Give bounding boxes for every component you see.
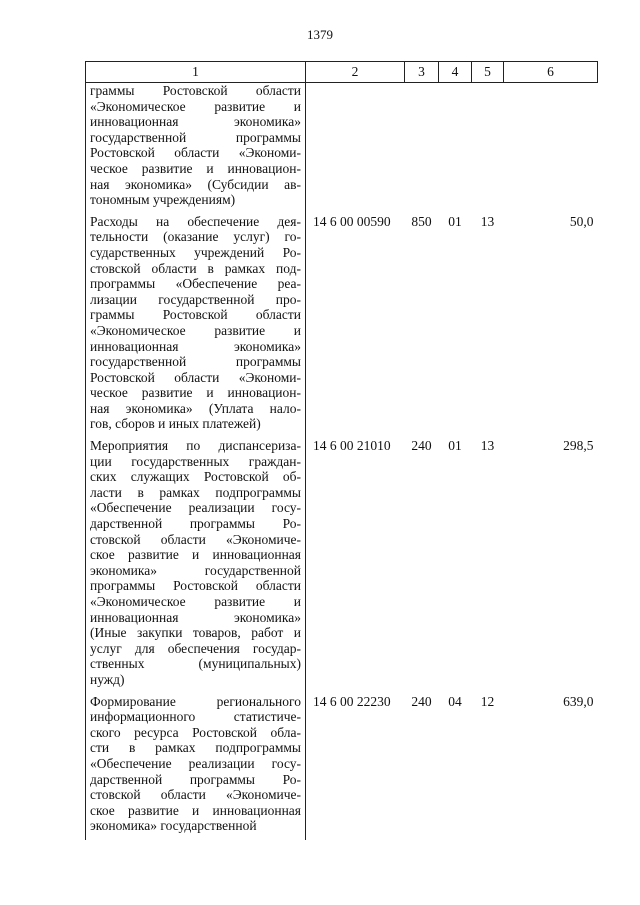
description-line: тельности (оказание услуг) го-	[90, 229, 301, 245]
target-article-code: 14 6 00 21010	[313, 438, 391, 454]
row-description	[86, 438, 306, 694]
description-line: экономика» государственной	[90, 818, 257, 834]
expense-type-code: 240	[411, 438, 432, 454]
description-line: «Экономическое развитие и	[90, 594, 301, 609]
section-code: 01	[448, 438, 462, 454]
column-header-2: 2	[306, 62, 405, 83]
subsection-code: 12	[480, 693, 495, 709]
description-line: гов, сборов и иных платежей)	[90, 416, 261, 432]
target-article-code: 14 6 00 22230	[313, 693, 391, 709]
description-line: государственной программы	[90, 129, 301, 145]
target-article-code: 14 6 00 00590	[313, 213, 391, 229]
description-line: инновационная экономика»	[90, 609, 301, 625]
description-line: «Экономическое развитие и	[90, 322, 301, 338]
description-line: дарственной программы Ро-	[90, 771, 301, 787]
amount: 50,0	[569, 213, 594, 229]
table-row	[86, 83, 598, 214]
description-line: граммы Ростовской области	[90, 307, 301, 323]
expense-type-code: 240	[411, 693, 432, 709]
description-line: Расходы на обеспечение дея-	[90, 213, 301, 229]
row-description	[86, 214, 306, 438]
subsection-code: 13	[480, 213, 495, 229]
table-body	[86, 83, 598, 840]
description-line: ское развитие и инновационная	[90, 802, 301, 818]
subsection-code	[472, 83, 504, 214]
table-row	[86, 694, 598, 840]
description-line: ческое развитие и инновацион-	[90, 385, 301, 401]
budget-table	[85, 61, 598, 840]
description-line: информационного статистиче-	[90, 709, 301, 725]
table-row	[86, 214, 598, 438]
description-line: инновационная экономика»	[90, 338, 301, 354]
description-line: сударственных учреждений Ро-	[90, 244, 301, 260]
description-line: нужд)	[90, 671, 125, 687]
description-line: Ростовской области «Экономи-	[90, 145, 301, 161]
description-line: ная экономика» (Уплата нало-	[90, 400, 301, 416]
column-header-6: 6	[504, 62, 598, 83]
description-line: Ростовской области «Экономи-	[90, 369, 301, 385]
description-line: (Иные закупки товаров, работ и	[90, 625, 301, 641]
description-line: ции государственных граждан-	[90, 453, 301, 469]
description-line: ческое развитие и инновацион-	[90, 160, 301, 176]
description-line: тономным учреждениям)	[90, 192, 236, 208]
description-line: «Экономическое развитие и	[90, 98, 301, 114]
expense-type-code: 850	[411, 213, 432, 229]
amount	[504, 83, 598, 214]
amount: 298,5	[563, 438, 594, 454]
row-description	[86, 83, 306, 214]
description-line: лизации государственной про-	[90, 291, 301, 307]
description-line: ского ресурса Ростовской обла-	[90, 724, 301, 740]
description-line: стовской области «Экономиче-	[90, 531, 301, 547]
description-line: граммы Ростовской области	[90, 83, 301, 98]
expense-type-code	[405, 83, 439, 214]
table-row	[86, 438, 598, 694]
description-line: Мероприятия по диспансериза-	[90, 438, 301, 454]
description-line: стовской области в рамках под-	[90, 260, 301, 276]
amount: 639,0	[563, 693, 594, 709]
description-line: инновационная экономика»	[90, 114, 301, 130]
subsection-code: 13	[480, 438, 495, 454]
description-line: ственных (муниципальных)	[90, 656, 301, 672]
header-row	[86, 62, 598, 83]
description-line: ласти в рамках подпрограммы	[90, 484, 301, 500]
column-header-5: 5	[472, 62, 504, 83]
description-line: стовской области «Экономиче-	[90, 787, 301, 803]
section-code: 01	[448, 213, 462, 229]
description-line: ское развитие и инновационная	[90, 547, 301, 563]
description-line: услуг для обеспечения государ-	[90, 640, 301, 656]
description-line: Формирование регионального	[90, 693, 301, 709]
column-header-1: 1	[86, 62, 306, 83]
description-line: «Обеспечение реализации госу-	[90, 500, 301, 516]
description-line: государственной программы	[90, 354, 301, 370]
description-line: экономика» государственной	[90, 562, 301, 578]
target-article-code	[306, 83, 405, 214]
table-header	[86, 62, 598, 83]
description-line: дарственной программы Ро-	[90, 516, 301, 532]
section-code	[439, 83, 472, 214]
section-code: 04	[448, 693, 462, 709]
description-line: ских служащих Ростовской об-	[90, 469, 301, 485]
page-number: 1379	[307, 27, 333, 42]
description-line: программы Ростовской области	[90, 578, 301, 594]
column-header-3: 3	[405, 62, 439, 83]
description-line: «Обеспечение реализации госу-	[90, 755, 301, 771]
description-line: сти в рамках подпрограммы	[90, 740, 301, 756]
column-header-4: 4	[439, 62, 472, 83]
description-line: ная экономика» (Субсидии ав-	[90, 176, 301, 192]
description-line: программы «Обеспечение реа-	[90, 276, 301, 292]
row-description	[86, 694, 306, 840]
